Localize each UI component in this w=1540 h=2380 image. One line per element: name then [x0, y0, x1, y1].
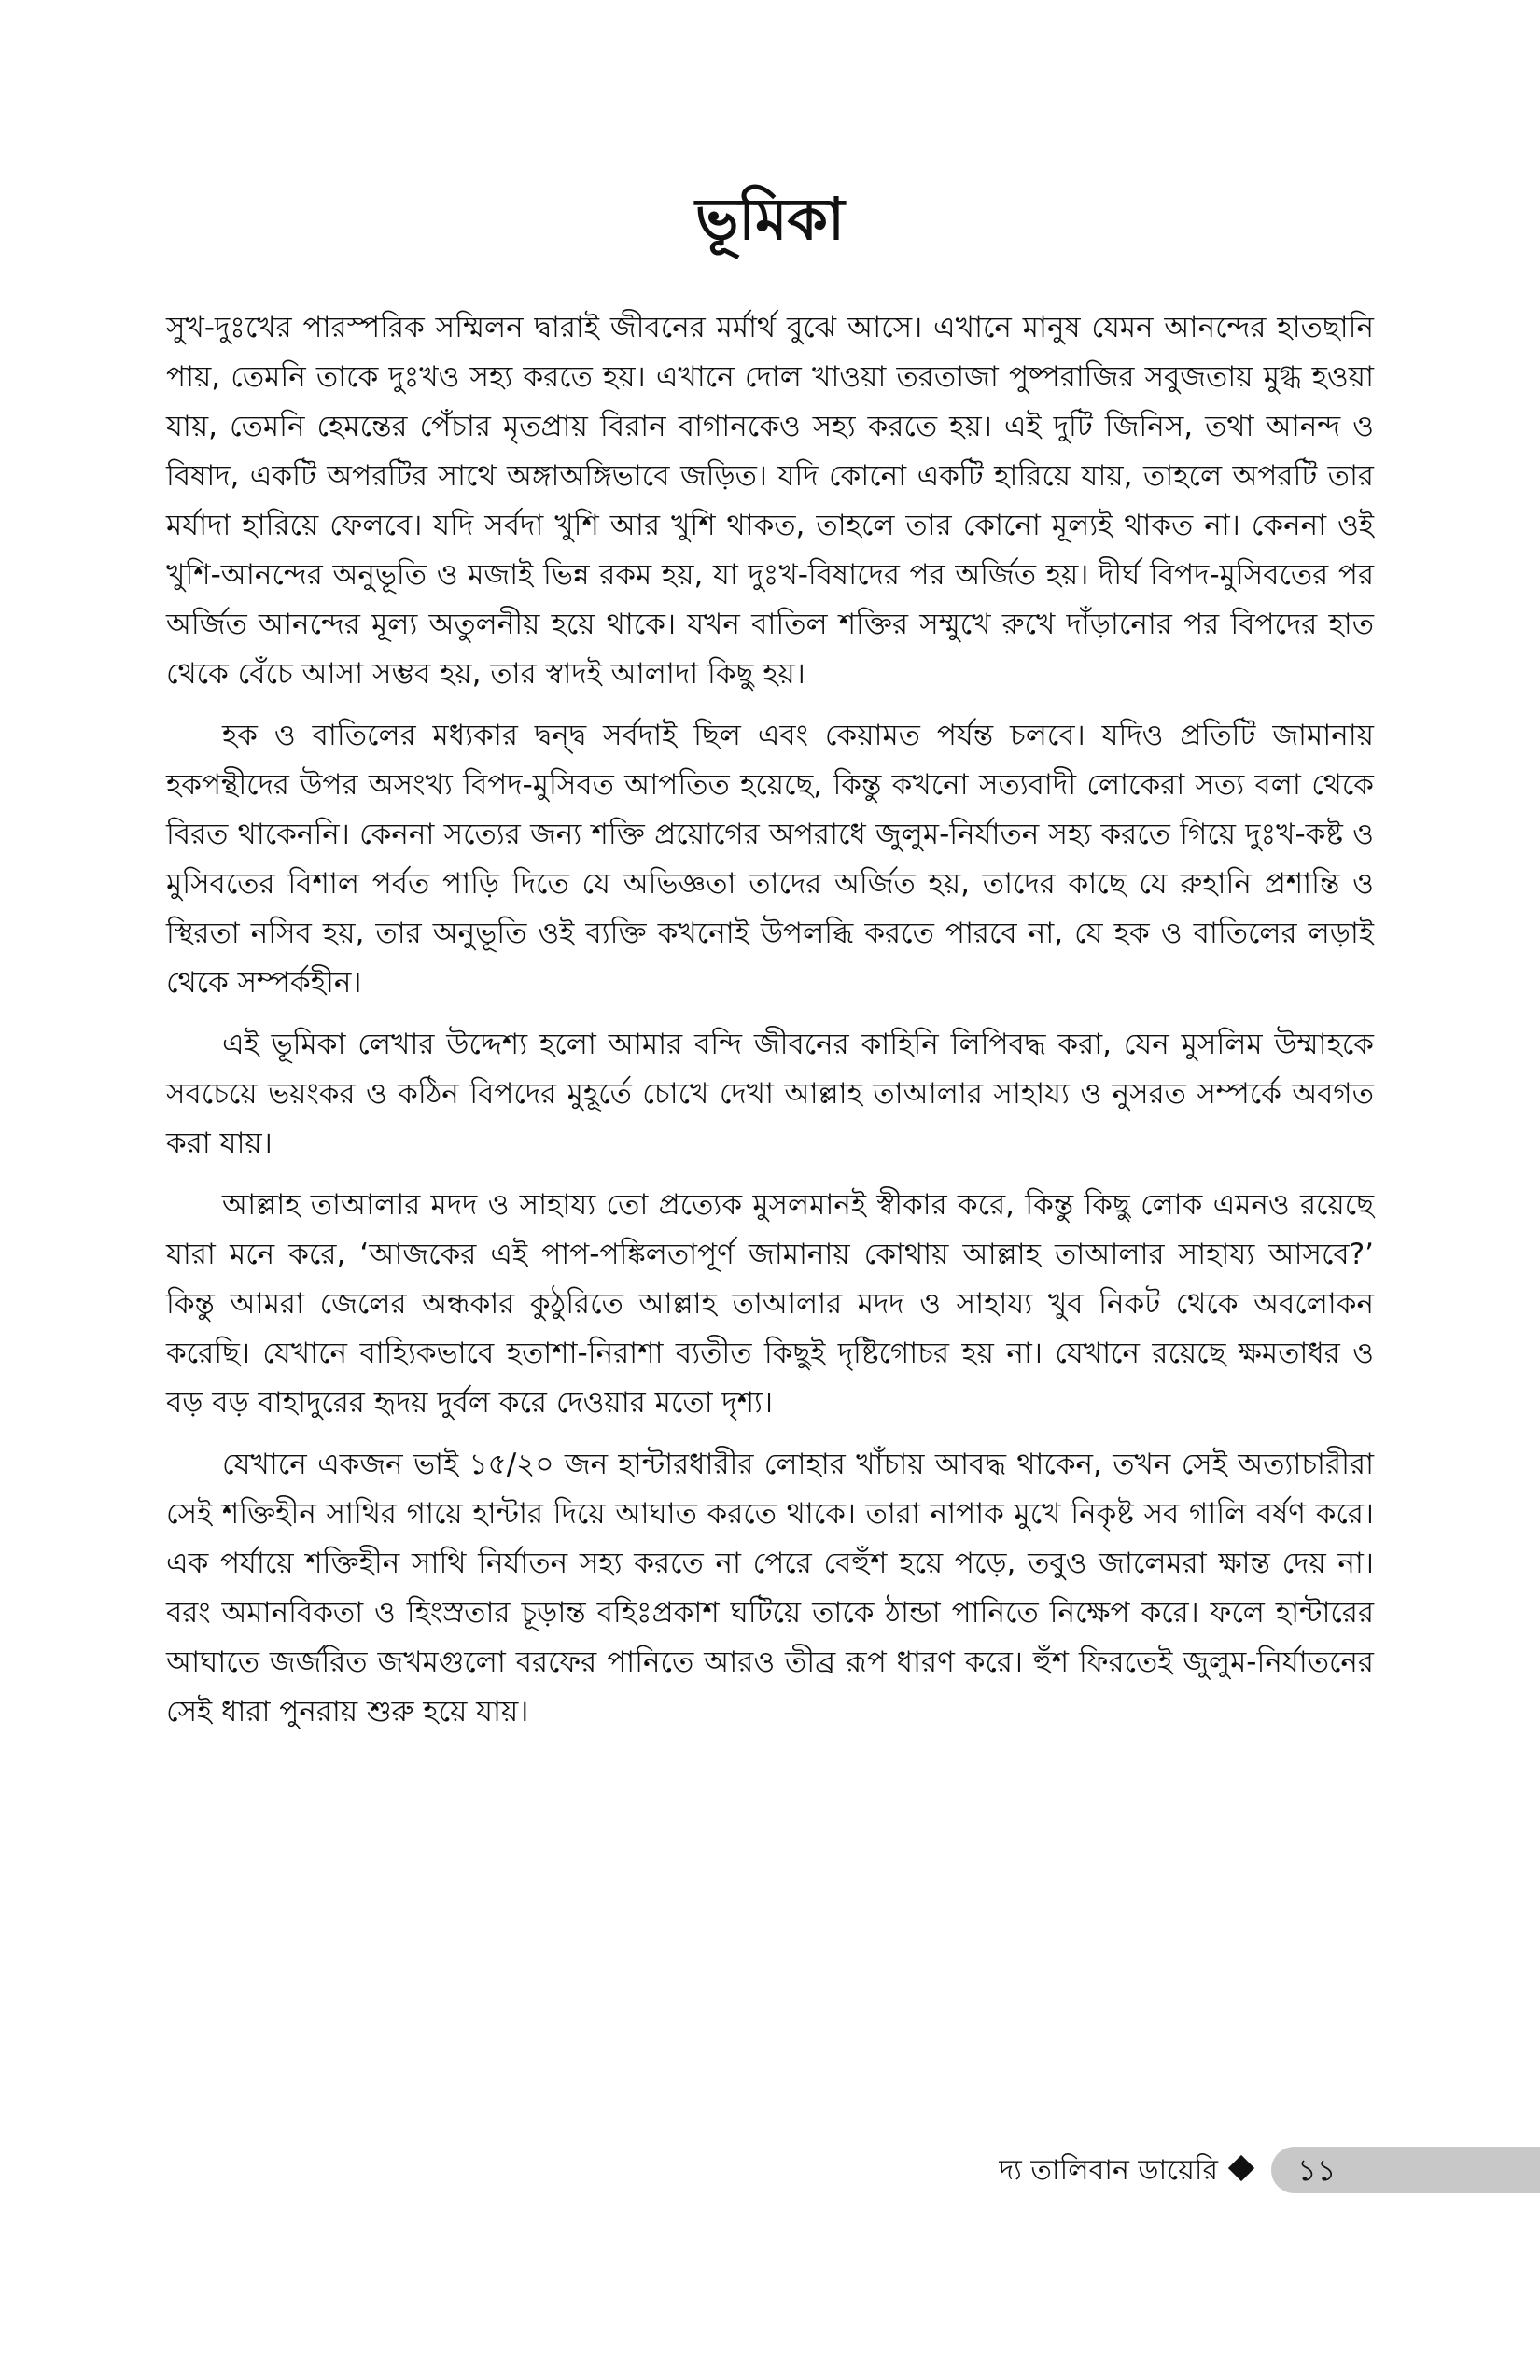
running-title: দ্য তালিবান ডায়েরি	[999, 2154, 1218, 2187]
page-number: ১১	[1297, 2152, 1337, 2188]
page-number-band	[1271, 2147, 1540, 2193]
paragraph-1: সুখ-দুঃখের পারস্পরিক সম্মিলন দ্বারাই জীবনের মর্মার্থ বুঝে আসে। এখানে মানুষ যেমন আনন্দের হাতছানি পায়, তেমনি তাকে দুঃখও সহ্য করতে হয়। এখানে দোল খাওয়া তরতাজা পুষ্পরাজির সবুজতায় মুগ্ধ হওয়া যায়, তেমনি হেমন্তের পেঁচার মৃতপ্রায় বিরান বাগানকেও সহ্য করতে হয়। এই দুটি জিনিস, তথা আনন্দ ও বিষাদ, একটি অপরটির সাথে অঙ্গাঅঙ্গিভাবে জড়িত। যদি কোনো একটি হারিয়ে যায়, তাহলে অপরটি তার মর্যাদা হারিয়ে ফেলবে। যদি সর্বদা খুশি আর খুশি থাকত, তাহলে তার কোনো মূল্যই থাকত না। কেননা ওই খুশি-আনন্দের অনুভূতি ও মজাই ভিন্ন রকম হয়, যা দুঃখ-বিষাদের পর অর্জিত হয়। দীর্ঘ বিপদ-মুসিবতের পর অর্জিত আনন্দের মূল্য অতুলনীয় হয়ে থাকে। যখন বাতিল শক্তির সম্মুখে রুখে দাঁড়ানোর পর বিপদের হাত থেকে বেঁচে আসা সম্ভব হয়, তার স্বাদই আলাদা কিছু হয়।	[166, 311, 1374, 691]
paragraph-5: যেখানে একজন ভাই ১৫/২০ জন হান্টারধারীর লোহার খাঁচায় আবদ্ধ থাকেন, তখন সেই অত্যাচারীরা সেই শক্তিহীন সাথির গায়ে হান্টার দিয়ে আঘাত করতে থাকে। তারা নাপাক মুখে নিকৃষ্ট সব গালি বর্ষণ করে। এক পর্যায়ে শক্তিহীন সাথি নির্যাতন সহ্য করতে না পেরে বেহুঁশ হয়ে পড়ে, তবুও জালেমরা ক্ষান্ত দেয় না। বরং অমানবিকতা ও হিংস্রতার চূড়ান্ত বহিঃপ্রকাশ ঘটিয়ে তাকে ঠান্ডা পানিতে নিক্ষেপ করে। ফলে হান্টারের আঘাতে জর্জরিত জখমগুলো বরফের পানিতে আরও তীব্র রূপ ধারণ করে। হুঁশ ফিরতেই জুলুম-নির্যাতনের সেই ধারা পুনরায় শুরু হয়ে যায়।	[166, 1448, 1374, 1729]
chapter-title: ভূমিকা	[695, 185, 845, 253]
body-text	[166, 303, 1374, 1749]
page-footer	[0, 2147, 1540, 2193]
paragraph-2: হক ও বাতিলের মধ্যকার দ্বন্দ্ব সর্বদাই ছিল এবং কেয়ামত পর্যন্ত চলবে। যদিও প্রতিটি জামানায় হকপন্থীদের উপর অসংখ্য বিপদ-মুসিবত আপতিত হয়েছে, কিন্তু কখনো সত্যবাদী লোকেরা সত্য বলা থেকে বিরত থাকেননি। কেননা সত্যের জন্য শক্তি প্রয়োগের অপরাধে জুলুম-নির্যাতন সহ্য করতে গিয়ে দুঃখ-কষ্ট ও মুসিবতের বিশাল পর্বত পাড়ি দিতে যে অভিজ্ঞতা তাদের অর্জিত হয়, তাদের কাছে যে রুহানি প্রশান্তি ও স্থিরতা নসিব হয়, তার অনুভূতি ওই ব্যক্তি কখনোই উপলব্ধি করতে পারবে না, যে হক ও বাতিলের লড়াই থেকে সম্পর্কহীন।	[166, 719, 1374, 1000]
diamond-icon	[1228, 2155, 1254, 2181]
paragraph-4: আল্লাহ তাআলার মদদ ও সাহায্য তো প্রত্যেক মুসলমানই স্বীকার করে, কিন্তু কিছু লোক এমনও রয়েছে যারা মনে করে, ‘আজকের এই পাপ-পঙ্কিলতাপূর্ণ জামানায় কোথায় আল্লাহ তাআলার সাহায্য আসবে?’ কিন্তু আমরা জেলের অন্ধকার কুঠুরিতে আল্লাহ তাআলার মদদ ও সাহায্য খুব নিকট থেকে অবলোকন করেছি। যেখানে বাহ্যিকভাবে হতাশা-নিরাশা ব্যতীত কিছুই দৃষ্টিগোচর হয় না। যেখানে রয়েছে ক্ষমতাধর ও বড় বড় বাহাদুরের হৃদয় দুর্বল করে দেওয়ার মতো দৃশ্য।	[166, 1188, 1374, 1420]
paragraph-3: এই ভূমিকা লেখার উদ্দেশ্য হলো আমার বন্দি জীবনের কাহিনি লিপিবদ্ধ করা, যেন মুসলিম উম্মাহকে সবচেয়ে ভয়ংকর ও কঠিন বিপদের মুহূর্তে চোখে দেখা আল্লাহ তাআলার সাহায্য ও নুসরত সম্পর্কে অবগত করা যায়।	[166, 1028, 1374, 1160]
